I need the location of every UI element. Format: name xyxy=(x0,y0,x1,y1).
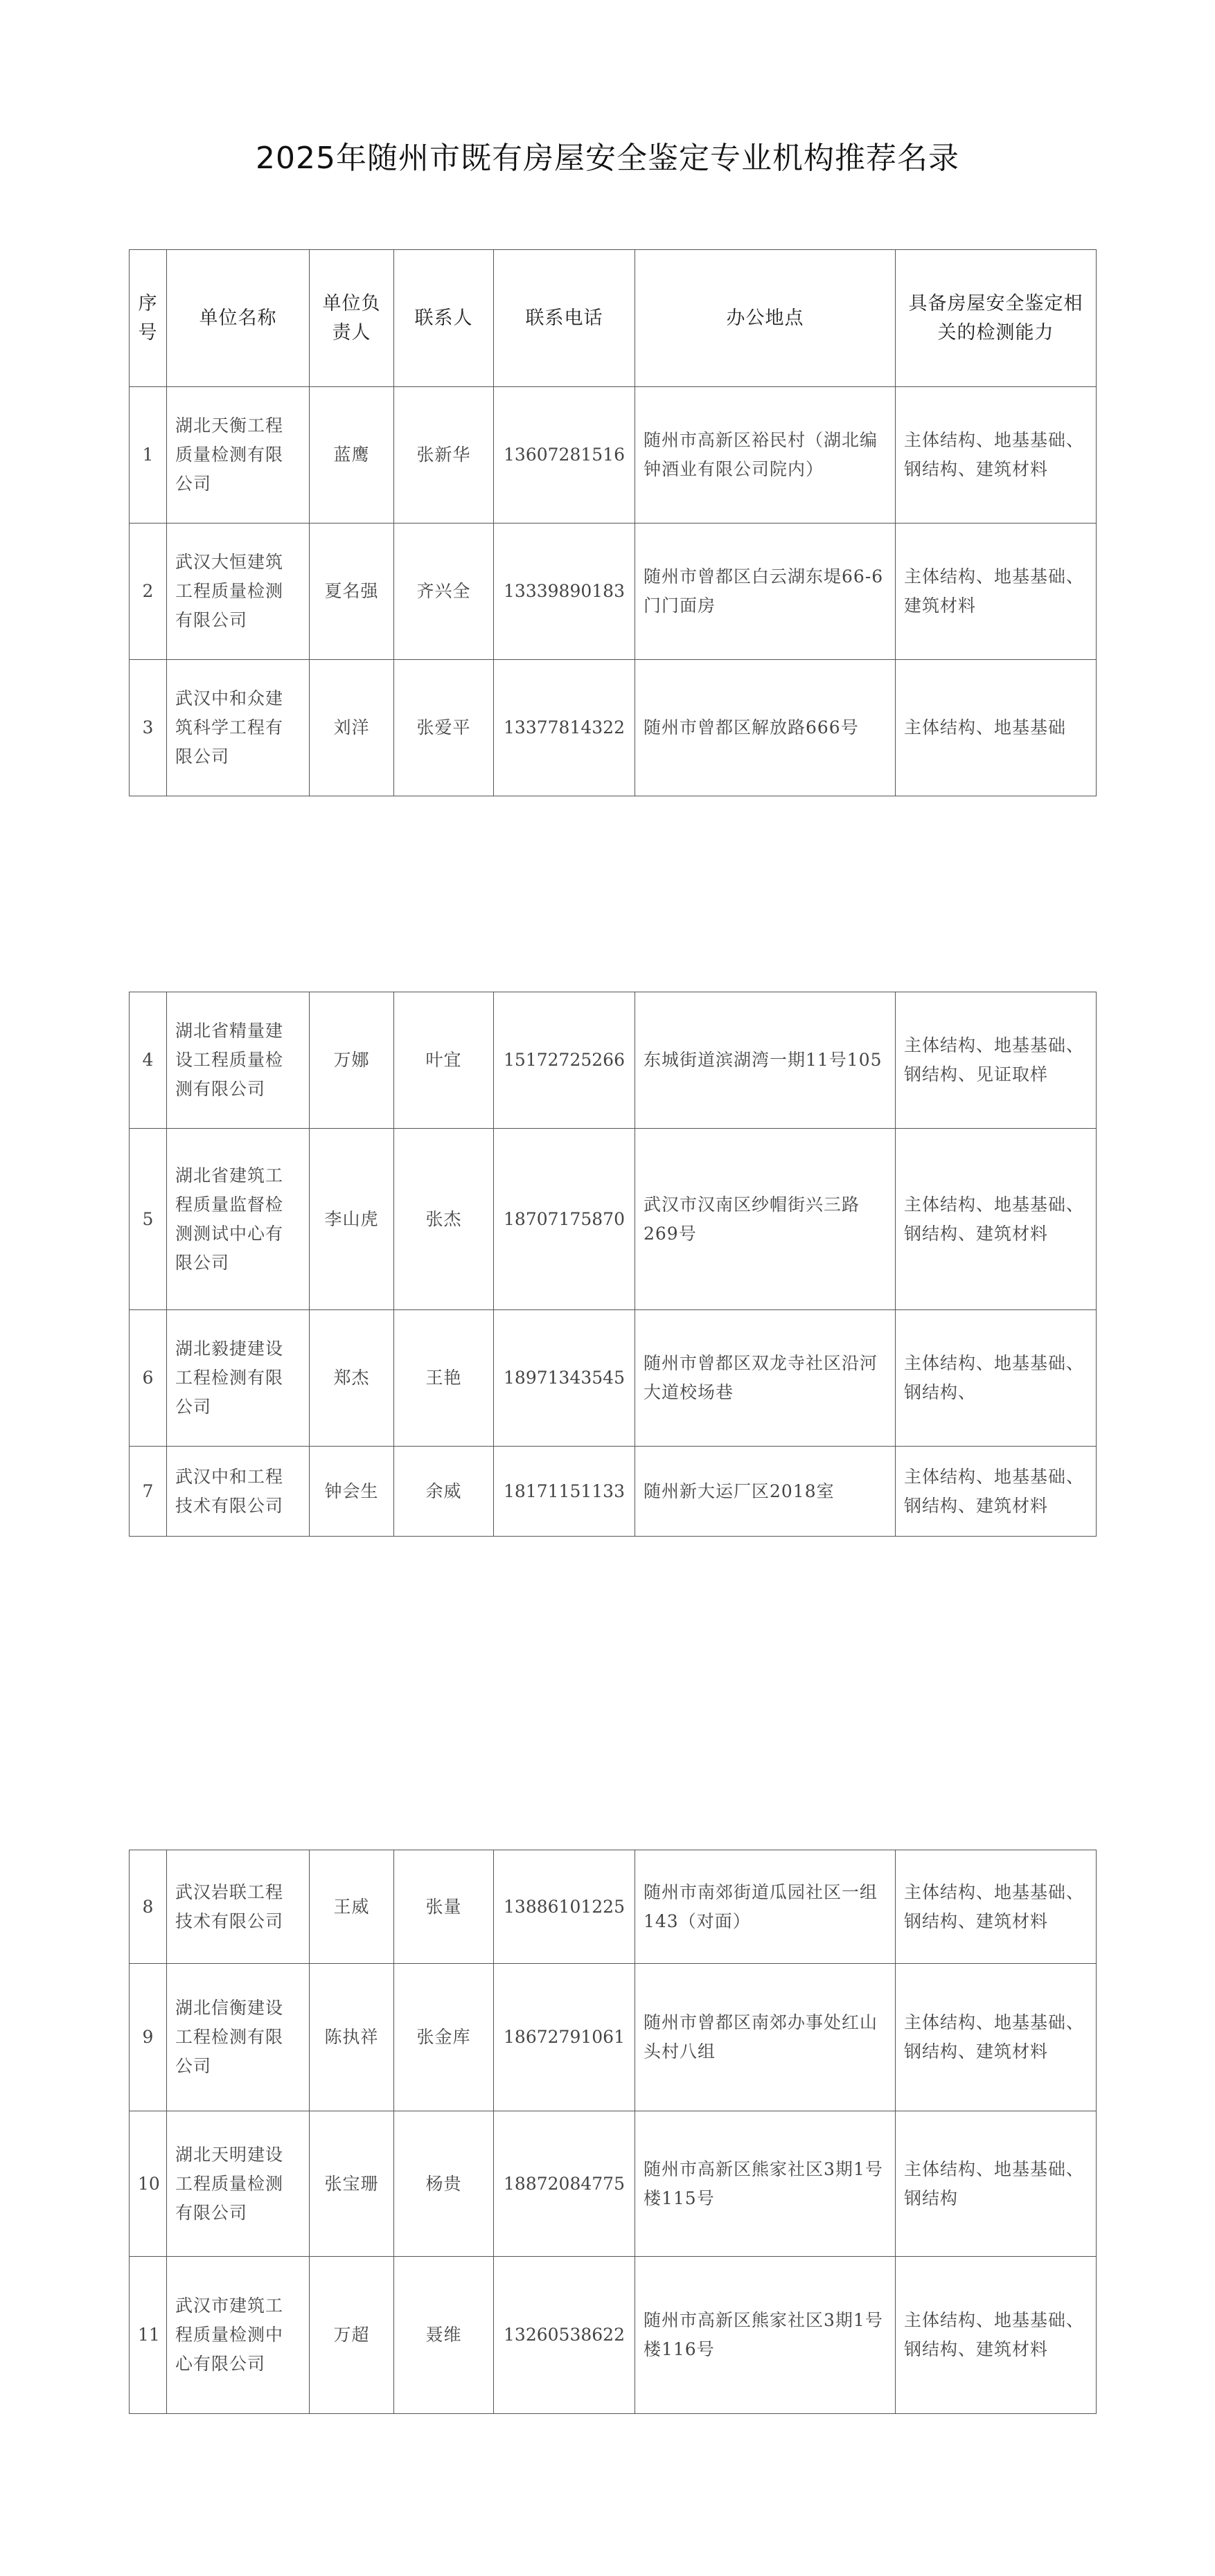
row-contact: 余威 xyxy=(394,1447,494,1537)
header-capability: 具备房屋安全鉴定相关的检测能力 xyxy=(896,250,1097,387)
row-unit-head: 郑杰 xyxy=(310,1310,394,1447)
row-unit-head: 陈执祥 xyxy=(310,1964,394,2111)
header-index: 序号 xyxy=(130,250,167,387)
row-address: 随州市高新区裕民村（湖北编钟酒业有限公司院内） xyxy=(635,387,896,524)
header-phone: 联系电话 xyxy=(494,250,635,387)
row-index: 6 xyxy=(130,1310,167,1447)
row-address: 随州市曾都区解放路666号 xyxy=(635,660,896,796)
table-row xyxy=(130,387,1097,524)
table-row xyxy=(130,1447,1097,1537)
row-unit-name: 武汉中和众建筑科学工程有限公司 xyxy=(167,660,310,796)
row-phone: 18171151133 xyxy=(494,1447,635,1537)
row-unit-name: 武汉岩联工程技术有限公司 xyxy=(167,1850,310,1964)
row-address: 武汉市汉南区纱帽街兴三路269号 xyxy=(635,1129,896,1310)
row-index: 8 xyxy=(130,1850,167,1964)
row-address: 随州市高新区熊家社区3期1号楼115号 xyxy=(635,2111,896,2257)
table-row xyxy=(130,2111,1097,2257)
row-capability: 主体结构、地基基础、钢结构、建筑材料 xyxy=(896,2257,1097,2414)
row-contact: 张新华 xyxy=(394,387,494,524)
table-row xyxy=(130,524,1097,660)
row-phone: 13339890183 xyxy=(494,524,635,660)
row-unit-head: 王威 xyxy=(310,1850,394,1964)
row-capability: 主体结构、地基基础、钢结构、建筑材料 xyxy=(896,1964,1097,2111)
table-row xyxy=(130,992,1097,1129)
page-title: 2025年随州市既有房屋安全鉴定专业机构推荐名录 xyxy=(256,141,959,176)
row-capability: 主体结构、地基基础、钢结构、 xyxy=(896,1310,1097,1447)
row-address: 东城街道滨湖湾一期11号105 xyxy=(635,992,896,1129)
row-phone: 15172725266 xyxy=(494,992,635,1129)
row-address: 随州市曾都区双龙寺社区沿河大道校场巷 xyxy=(635,1310,896,1447)
header-unit-name: 单位名称 xyxy=(167,250,310,387)
row-unit-name: 武汉中和工程技术有限公司 xyxy=(167,1447,310,1537)
row-address: 随州新大运厂区2018室 xyxy=(635,1447,896,1537)
row-contact: 齐兴全 xyxy=(394,524,494,660)
row-unit-name: 湖北天衡工程质量检测有限公司 xyxy=(167,387,310,524)
row-unit-name: 湖北毅捷建设工程检测有限公司 xyxy=(167,1310,310,1447)
row-address: 随州市曾都区南郊办事处红山头村八组 xyxy=(635,1964,896,2111)
header-address: 办公地点 xyxy=(635,250,896,387)
row-index: 4 xyxy=(130,992,167,1129)
row-phone: 18872084775 xyxy=(494,2111,635,2257)
table-row xyxy=(130,1310,1097,1447)
row-address: 随州市高新区熊家社区3期1号楼116号 xyxy=(635,2257,896,2414)
row-capability: 主体结构、地基基础、钢结构、建筑材料 xyxy=(896,1129,1097,1310)
row-unit-name: 武汉大恒建筑工程质量检测有限公司 xyxy=(167,524,310,660)
row-capability: 主体结构、地基基础、钢结构、建筑材料 xyxy=(896,1447,1097,1537)
table-row xyxy=(130,2257,1097,2414)
row-unit-head: 刘洋 xyxy=(310,660,394,796)
row-contact: 张杰 xyxy=(394,1129,494,1310)
agency-table-part-2 xyxy=(129,992,1097,1537)
table-header-row xyxy=(130,250,1097,387)
row-index: 10 xyxy=(130,2111,167,2257)
row-index: 3 xyxy=(130,660,167,796)
row-phone: 18672791061 xyxy=(494,1964,635,2111)
row-index: 5 xyxy=(130,1129,167,1310)
row-index: 9 xyxy=(130,1964,167,2111)
row-contact: 聂维 xyxy=(394,2257,494,2414)
row-phone: 18971343545 xyxy=(494,1310,635,1447)
row-phone: 13377814322 xyxy=(494,660,635,796)
row-unit-head: 蓝鹰 xyxy=(310,387,394,524)
header-contact: 联系人 xyxy=(394,250,494,387)
row-unit-name: 湖北省精量建设工程质量检测有限公司 xyxy=(167,992,310,1129)
row-contact: 杨贵 xyxy=(394,2111,494,2257)
row-unit-name: 武汉市建筑工程质量检测中心有限公司 xyxy=(167,2257,310,2414)
table-row xyxy=(130,1129,1097,1310)
row-unit-head: 万超 xyxy=(310,2257,394,2414)
agency-table-part-3 xyxy=(129,1850,1097,2414)
table-row xyxy=(130,660,1097,796)
table-row xyxy=(130,1964,1097,2111)
header-unit-head: 单位负责人 xyxy=(310,250,394,387)
row-phone: 13886101225 xyxy=(494,1850,635,1964)
row-index: 1 xyxy=(130,387,167,524)
row-unit-head: 钟会生 xyxy=(310,1447,394,1537)
row-contact: 张爱平 xyxy=(394,660,494,796)
row-phone: 13260538622 xyxy=(494,2257,635,2414)
row-address: 随州市曾都区白云湖东堤66-6门门面房 xyxy=(635,524,896,660)
row-unit-head: 夏名强 xyxy=(310,524,394,660)
row-unit-head: 张宝珊 xyxy=(310,2111,394,2257)
row-address: 随州市南郊街道瓜园社区一组143（对面） xyxy=(635,1850,896,1964)
row-index: 2 xyxy=(130,524,167,660)
row-contact: 叶宜 xyxy=(394,992,494,1129)
row-contact: 王艳 xyxy=(394,1310,494,1447)
row-capability: 主体结构、地基基础、建筑材料 xyxy=(896,524,1097,660)
row-unit-head: 万娜 xyxy=(310,992,394,1129)
row-contact: 张量 xyxy=(394,1850,494,1964)
row-index: 11 xyxy=(130,2257,167,2414)
row-unit-name: 湖北信衡建设工程检测有限公司 xyxy=(167,1964,310,2111)
table-row xyxy=(130,1850,1097,1964)
row-index: 7 xyxy=(130,1447,167,1537)
row-capability: 主体结构、地基基础、钢结构、建筑材料 xyxy=(896,1850,1097,1964)
agency-table-part-1 xyxy=(129,249,1097,796)
row-unit-head: 李山虎 xyxy=(310,1129,394,1310)
row-phone: 18707175870 xyxy=(494,1129,635,1310)
row-contact: 张金库 xyxy=(394,1964,494,2111)
row-capability: 主体结构、地基基础、钢结构、见证取样 xyxy=(896,992,1097,1129)
row-unit-name: 湖北天明建设工程质量检测有限公司 xyxy=(167,2111,310,2257)
row-capability: 主体结构、地基基础、钢结构 xyxy=(896,2111,1097,2257)
row-capability: 主体结构、地基基础 xyxy=(896,660,1097,796)
row-phone: 13607281516 xyxy=(494,387,635,524)
row-unit-name: 湖北省建筑工程质量监督检测测试中心有限公司 xyxy=(167,1129,310,1310)
row-capability: 主体结构、地基基础、钢结构、建筑材料 xyxy=(896,387,1097,524)
